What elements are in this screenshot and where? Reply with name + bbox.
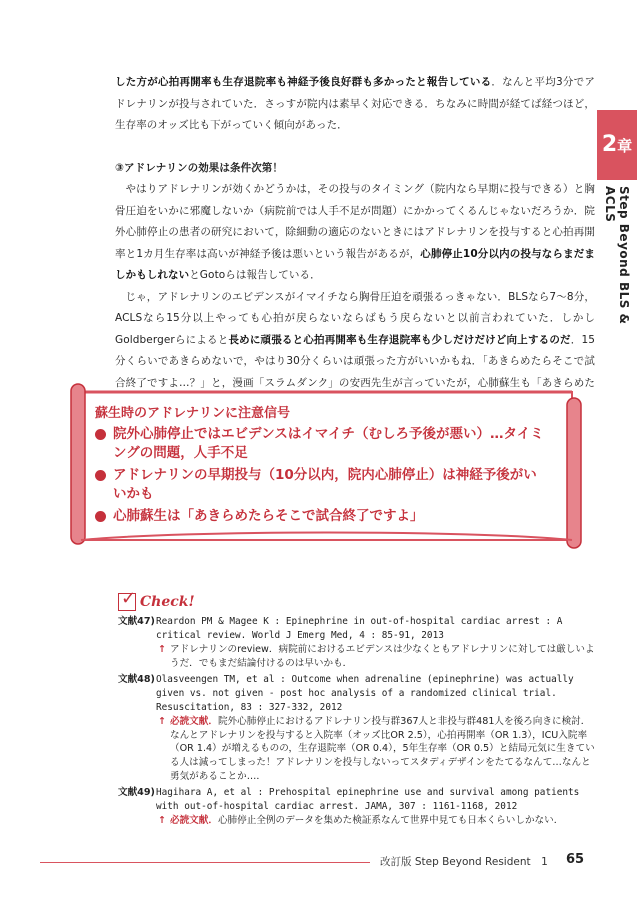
arrow-up-icon: ↑ (158, 716, 167, 728)
footer-rule (40, 862, 370, 863)
chapter-tab (597, 110, 637, 180)
ref-note-text: アドレナリンのreview．病院前におけるエビデンスは少なくともアドレナリンに対しては厳しいようだ．でもまだ結論付けるのは早いかも． (170, 644, 595, 669)
ref-citation: Olasveengen TM, et al : Outcome when adrenaline (epinephrine) was actually given vs. not given - post hoc analysis of a randomized clinical trial. Resuscitation, 83 : 327-332, 2012 (156, 674, 574, 713)
must-read-label: 必読文献． (170, 815, 218, 827)
box-item (95, 466, 545, 504)
p1-rest: ．なんと平均3分でアドレナリンが投与されていた．さっすが院内は素早く対応できる．ちなみに時間が経てば経つほど，生存率のオッズ比も下がっていく傾向があった． (115, 76, 595, 131)
p2-a: やはりアドレナリンが効くかどうかは，その投与のタイミング（院内なら早期に投与できる）と胸骨圧迫をいかに邪魔しないか（病院前では人手不足が問題）にかかってくるんじゃないだろうか．院外心肺停止の患者の研究において，除細動の適応のないときにはアドレナリンを投与すると心拍再開率と1カ月生存率は高いが神経予後は悪いという報告があるが， (115, 183, 595, 260)
check-section (118, 588, 598, 831)
subheading: ③アドレナリンの効果は条件次第！ (115, 161, 283, 174)
chapter-number: 2 (601, 132, 618, 157)
bullet-icon (95, 470, 106, 481)
ref-note (156, 814, 598, 828)
box-item-text: 心肺蘇生は「あきらめたらそこで試合終了ですよ」 (113, 508, 424, 524)
box-item (95, 425, 545, 463)
bullet-icon (95, 511, 106, 522)
ref-citation: Hagihara A, et al : Prehospital epinephrine use and survival among patients with out-of-hospital cardiac arrest. JAMA, 307 : 1161-1168, 2012 (156, 787, 580, 812)
arrow-up-icon: ↑ (158, 815, 167, 827)
box-title: 蘇生時のアドレナリンに注意信号 (95, 406, 291, 421)
ref-label: 文献49) (118, 787, 155, 799)
p2-b: とGotoらは報告している． (189, 269, 321, 281)
p2-bold: 心肺停止10分以内の投与ならまだましかもしれない (115, 247, 595, 281)
check-title: Check! (140, 594, 195, 610)
scroll-content (95, 402, 545, 529)
reference-49 (118, 786, 598, 828)
ref-note (156, 643, 598, 670)
bullet-icon (95, 429, 106, 440)
arrow-up-icon: ↑ (158, 644, 167, 656)
ref-note (156, 715, 598, 783)
must-read-label: 必読文献． (170, 716, 218, 728)
chapter-side-label: Step Beyond BLS & ACLS (603, 186, 631, 325)
p3-a: じゃ，アドレナリンのエビデンスがイマイチなら胸骨圧迫を頑張るっきゃない．BLSなら7〜8分，ACLSなら15分以上やっても心拍が戻らないならばもう戻らないと以前言われていた．しかしGoldbergerらによると (115, 290, 595, 346)
paragraph-2 (115, 179, 595, 287)
ref-note-text: 院外心肺停止におけるアドレナリン投与群367人と非投与群481人を後ろ向きに検討．なんとアドレナリンを投与すると入院率（オッズ比OR 2.5），心拍再開率（OR 1.3），ICU入院率（OR 1.4）が増えるものの，生存退院率（OR 0.4），5年生存率（OR 0.5）と結局元気に生きている人は減ってしまった！アドレナリンを投与しないってスタディデザインをたてるなんて…なんと勇気があることか…． (170, 716, 595, 782)
check-header (118, 588, 598, 611)
footer-title: 改訂版 Step Beyond Resident 1 (380, 856, 548, 868)
paragraph-1 (115, 72, 595, 137)
page-number: 65 (566, 852, 585, 867)
warning-scroll-box (67, 380, 587, 556)
chapter-suffix: 章 (617, 137, 633, 155)
checkbox-icon: ✓ (118, 593, 136, 611)
p3-b: ．15分くらいであきらめないで，やはり30分くらいは頑張った方がいいかもね．「あきらめたらそこで試合終了ですよ…？」と，漫画「スラムダンク」の安西先生が言っていたが，心肺蘇生も「あきらめた (115, 333, 596, 389)
box-item (95, 507, 545, 526)
box-item-text: アドレナリンの早期投与（10分以内，院内心肺停止）は神経予後がいいかも (113, 467, 537, 502)
ref-label: 文献48) (118, 674, 155, 686)
ref-citation: Reardon PM & Magee K : Epinephrine in out-of-hospital cardiac arrest : A critical review. World J Emerg Med, 4 : 85-91, 2013 (156, 616, 563, 641)
p3-bold: 長めに頑張ると心拍再開率も生存退院率も少しだけだけど向上するのだ (228, 333, 571, 346)
box-item-text: 院外心肺停止ではエビデンスはイマイチ（むしろ予後が悪い）…タイミングの問題，人手不足 (113, 426, 544, 461)
reference-47 (118, 615, 598, 670)
main-text (115, 72, 595, 416)
p1-bold: した方が心拍再開率も生存退院率も神経予後良好群も多かったと報告している (115, 76, 492, 88)
ref-note-text: 心肺停止全例のデータを集めた検証系なんて世界中見ても日本くらいしかない． (217, 815, 564, 827)
reference-48 (118, 673, 598, 783)
ref-label: 文献47) (118, 616, 155, 627)
